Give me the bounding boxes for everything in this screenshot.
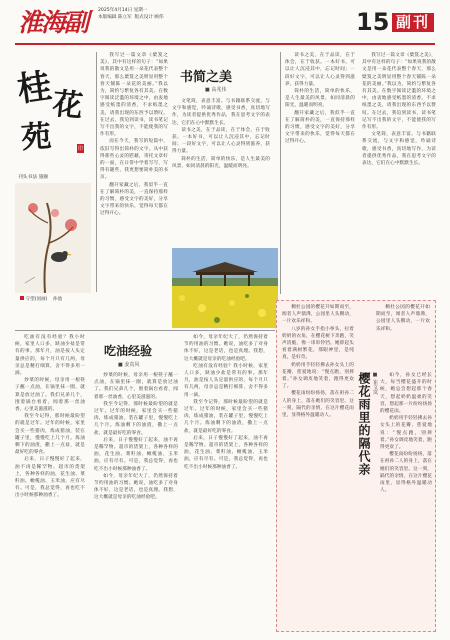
paragraph: 文笔简，表意丰富。与书籍联系交流，与文字和感觉，吟诵诗歌，感受书香，真切地写作，为读者提供优秀作品，我在思考文字的表达，它们在心中默默生长。 [362, 132, 436, 167]
calligraphy-seal: 印 [78, 146, 84, 152]
author-pen-icon: ■ [118, 362, 123, 368]
article-author [205, 86, 226, 93]
paragraph: 炒菜的时候，母亲用一根筷子蘸一点油，在锅里抹一圈，就算是放过油了。我们兄弟几个，围着锅台看着，闻着那一丝油香，心里美滋滋的。 [94, 373, 178, 400]
paragraph: 简朴的生活，简单的快乐，是人生最美的风景，如同清晨的阳光，温暖而明亮。 [285, 89, 355, 109]
paragraph: 后来，日子慢慢好了起来，油不再是稀罕物。超市的货架上，各种各样的油，花生油、菜籽油、橄榄油、玉米油，应有尽有。可是，我总觉得，再也吃不出小时候那种油香了。 [94, 437, 178, 472]
page-number: 15 [356, 8, 390, 36]
author-name: 姜真风 [124, 362, 140, 368]
caption-icon [20, 296, 24, 300]
editor-line [98, 14, 164, 21]
article-jianyun-cont-2 [362, 52, 436, 292]
paragraph: 我写过一篇文章《檗笈之美》，其中有这样的句子：“如果说我的散文是用一朵花代表整个春天，那么檗笈之美明显用整个春天铺陈一朵花的美丽。”我以为，简约与繁复各有其美。在数字阅读泛滥的环境之中，由衷地感受纸墨的清香，不求纸墨之美，请我出现的东西予以赞叹。在过去，我迫到读书，读书笔记写不出我的文字，不能使我的写作有形。 [362, 53, 436, 131]
paragraph: 奶奶用手轻轻拂去孙女头上的花瓣，慈爱地说：“慢点跑，别摔着。”孙女调皮地笑着，跑得更欢了。 [282, 362, 354, 390]
paragraph: 稠杜公园的樱花开如期而至，闻者人声鼎沸，公园里人头攒动，一片欢乐祥和。 [282, 305, 354, 325]
masthead-info [98, 7, 164, 21]
paragraph: 八岁的孙女手指小拳头，拉着奶奶的衣角，在樱花树下奔跑，笑声清脆，像一串串铃铛。她仰起头看着满树繁花，那眼神里，是纯真，是好奇。 [282, 326, 354, 361]
paragraph: 文笔简，表意丰富。与书籍联系交流，与文字和感觉，吟诵诗歌，感受书香，真切地写作，为读者提供优秀作品，我在思考文字的表达，它们在心中默默生长。 [172, 99, 270, 126]
paragraph: 简朴的生活，简单的快乐，是人生最美的风景，如同清晨的阳光，温暖而明亮。 [172, 156, 270, 169]
art-caption-text: 守望(国画) [25, 297, 48, 302]
article-author [118, 361, 139, 368]
designer-label: 版式设计 顾伟 [134, 15, 164, 20]
paragraph: 后来，日子慢慢好了起来，油不再是稀罕物。超市的货架上，各种各样的油，花生油、菜籽油、橄榄油、玉米油，应有尽有。可是，我总觉得，再也吃不出小时候那种油香了。 [15, 457, 85, 499]
section-divider [15, 330, 275, 331]
paragraph: 如今，孙女已经长大，每当樱花盛开的时候，她总会想起那个春天，想起奶奶温柔的笑容，想起那一片纷纷扬扬的樱花雨。 [380, 373, 432, 415]
art-artist: 孙池 [52, 297, 63, 302]
paragraph: 我至今记得，那时候最盼望的就是过年。过年的时候，家里会买一些猪肉，炼成猪油，装在罐子里，慢慢吃上几个月。炼油剩下的油渣，撒上一点盐，就是最好吃的零食。 [15, 414, 85, 456]
article-jianyun-body [172, 98, 270, 248]
art-caption [20, 296, 62, 302]
article-title: 樱花雨里的隔代亲 [357, 372, 371, 476]
paragraph: 吃油有没有经验？我小时候，家里人口多，缺油少盐是常有的事。那年月，油是按人头定量供应的，每个月只有几两，母亲总是精打细算，舍不得多用一滴。 [184, 363, 268, 398]
calligraphy-credit: 刊头书法 施颐 [18, 175, 49, 180]
paragraph: 翻开家藏之后，我似乎一直在了解简朴的美，一直保持那样的习惯，感受文字的美好，分享文字带来的快乐，觉得每天都在过得开心。 [100, 182, 168, 217]
article-jianyun-cont-1 [285, 52, 355, 292]
calligraphy-char-1: 桂 [14, 65, 55, 111]
paragraph: 我写过一篇文章《檗笈之美》，其中有这样的句子：“如果说我的散文是用一朵花代表整个春天，那么檗笈之美明显用整个春天铺陈一朵花的美丽。”我以为，简约与繁复各有其美。在数字阅读泛滥的环境之中，由衷地感受纸墨的清香，不求纸墨之美，请我出现的东西予以赞叹。在过去，我迫到读书，读书笔记写不出我的文字，不能使我的写作有形。 [100, 53, 168, 138]
article-yinghua-col-2 [376, 304, 430, 364]
editor-label: 本版编辑 陈立军 [98, 15, 132, 20]
column-divider [96, 52, 97, 292]
paragraph: 炒菜的时候，母亲用一根筷子蘸一点油，在锅里抹一圈，就算是放过油了。我们兄弟几个，围着锅台看着，闻着那一丝油香，心里美滋滋的。 [15, 378, 85, 413]
article-title: 书简之美 [180, 70, 233, 85]
article-yinghua-col-3 [380, 372, 432, 624]
author-pen-icon: ■ [372, 372, 378, 378]
paragraph: 后来，日子慢慢好了起来，油不再是稀罕物。超市的货架上，各种各样的油，花生油、菜籽油、橄榄油、玉米油，应有尽有。可是，我总觉得，再也吃不出小时候那种油香了。 [184, 435, 268, 470]
author-name: 高兆伟 [211, 87, 227, 93]
article-chiyou-col-1 [15, 334, 85, 630]
photo-pavilion [172, 248, 278, 328]
calligraphy-char-3: 苑 [20, 118, 53, 156]
pavilion-illustration [172, 248, 278, 328]
paragraph: 樱花雨纷纷扬扬，落在祖孙二人的身上，落在她们的笑容里。这一刻，隔代的亲情，在这片樱花雨里，显得格外温暖动人。 [282, 391, 354, 419]
date-line: 2025年4月14日 星期一 [98, 8, 148, 13]
painting-illustration [15, 183, 91, 293]
calligraphy-char-2: 花 [50, 86, 85, 125]
article-intro [100, 52, 168, 288]
article-author [372, 372, 379, 395]
paragraph: 樱花雨纷纷扬扬，落在祖孙二人的身上，落在她们的笑容里。这一刻，隔代的亲情，在这片樱花雨里，显得格外温暖动人。 [380, 452, 432, 494]
column-divider [280, 52, 281, 294]
paragraph: 如今，母亲年纪大了，仍然保持着节约用油的习惯。她说，油吃多了对身体不好，这是老话，也是真理。我想，这大概就是母亲的吃油经验吧。 [94, 473, 178, 501]
paragraph: 读书之美，在于品读，在于体会，在于收获。一本好书，可以让人沉浸其中，忘记时间；一段好文字，可以让人心灵得到滋养，获得力量。 [172, 127, 270, 155]
paragraph: 我至今记得，那时候最盼望的就是过年。过年的时候，家里会买一些猪肉，炼成猪油，装在罐子里，慢慢吃上几个月。炼油剩下的油渣，撒上一点盐，就是最好吃的零食。 [184, 399, 268, 434]
paragraph: 翻开家藏之后，我似乎一直在了解简朴的美，一直保持那样的习惯，感受文字的美好，分享文字带来的快乐，觉得每天都在过得开心。 [285, 110, 355, 145]
masthead [0, 0, 450, 50]
paragraph: 奶奶用手轻轻拂去孙女头上的花瓣，慈爱地说：“慢点跑，别摔着。”孙女调皮地笑着，跑得更欢了。 [380, 416, 432, 451]
paragraph: 吃油有没有经验？我小时候，家里人口多，缺油少盐是常有的事。那年月，油是按人头定量供应的，每个月只有几两，母亲总是精打细算，舍不得多用一滴。 [15, 335, 85, 377]
paragraph: 而在今天，我写的短篇中，依旧写得出简朴的文字。从中获得那些心灵的慰藉，寄托文章好的一面，在日常中学着写写，写得有趣些，我更想要简朴美的书页。 [100, 139, 168, 181]
paragraph: 稠杜公园的樱花开如期而至，闻者人声鼎沸，公园里人头攒动，一片欢乐祥和。 [376, 305, 430, 332]
author-pen-icon: ■ [205, 87, 210, 93]
author-name: 崔文岚 [372, 379, 378, 395]
article-chiyou-col-3 [184, 334, 268, 630]
paragraph: 如今，母亲年纪大了，仍然保持着节约用油的习惯。她说，油吃多了对身体不好，这是老话，也是真理。我想，这大概就是母亲的吃油经验吧。 [184, 335, 268, 362]
article-title: 吃油经验 [104, 344, 153, 358]
masthead-rule [15, 43, 435, 45]
paragraph: 读书之美，在于品读，在于体会，在于收获。一本好书，可以让人沉浸其中，忘记时间；一段好文字，可以让人心灵得到滋养，获得力量。 [285, 53, 355, 87]
article-chiyou-col-2 [94, 372, 178, 630]
article-yinghua-col-1 [282, 304, 354, 624]
paragraph: 我至今记得，那时候最盼望的就是过年。过年的时候，家里会买一些猪肉，炼成猪油，装在罐子里，慢慢吃上几个月。炼油剩下的油渣，撒上一点盐，就是最好吃的零食。 [94, 401, 178, 436]
page-label: 副刊 [392, 13, 434, 32]
masthead-logo: 淮海副 [18, 8, 88, 37]
section-calligraphy [15, 52, 95, 162]
art-painting [15, 183, 91, 293]
